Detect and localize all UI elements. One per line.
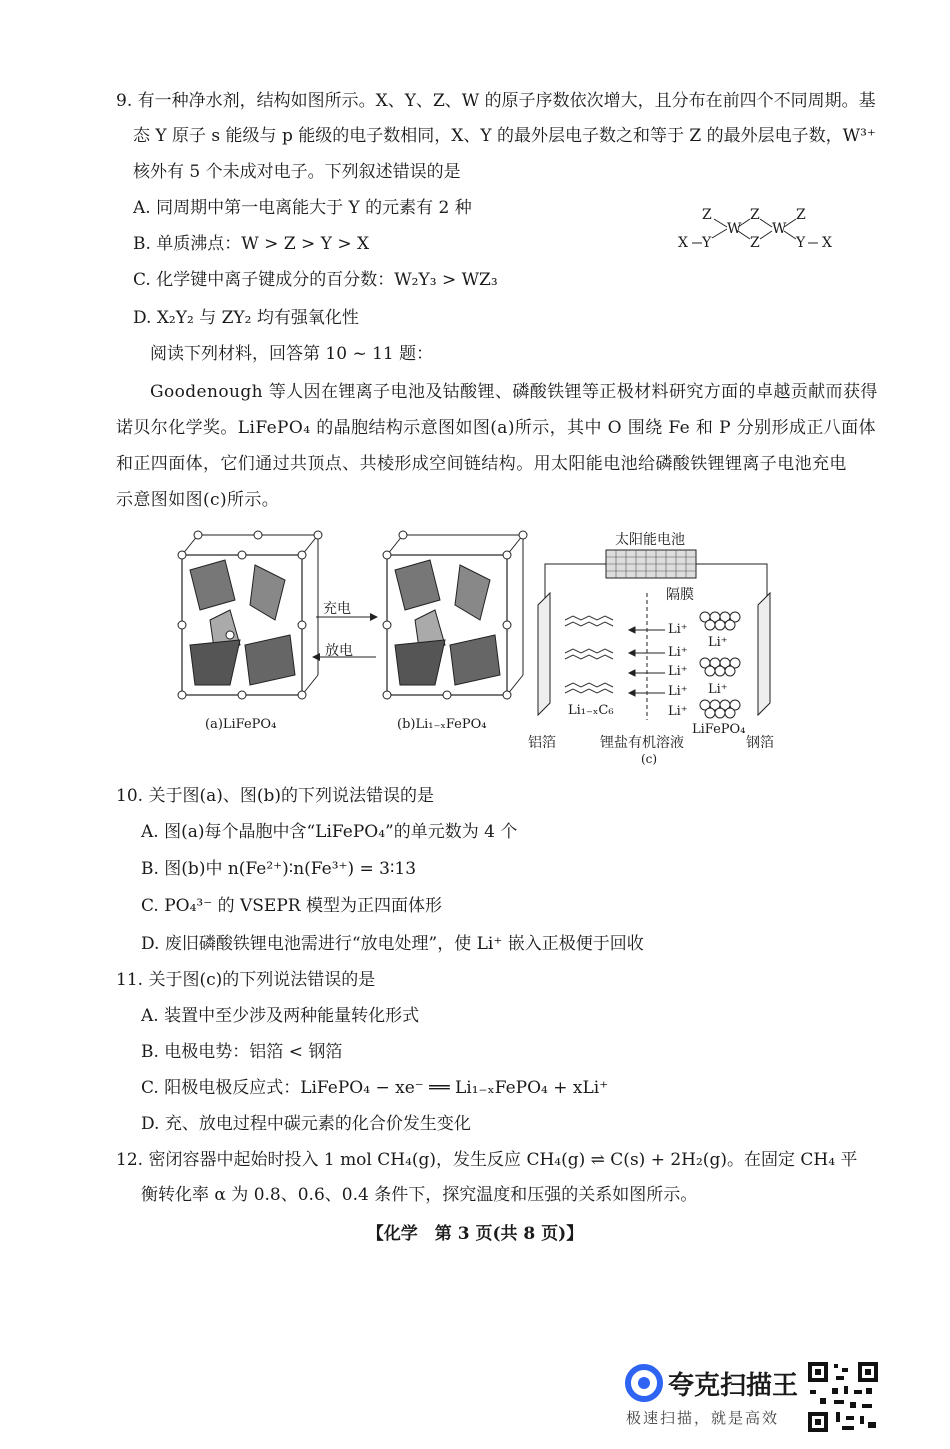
- q11-option-a: A. 装置中至少涉及两种能量转化形式: [141, 1006, 420, 1026]
- material-intro: 阅读下列材料，回答第 10 ~ 11 题：: [150, 344, 434, 364]
- charge-label: 充电: [323, 601, 351, 617]
- q10-option-d: D. 废旧磷酸铁锂电池需进行“放电处理”，使 Li⁺ 嵌入正极便于回收: [141, 934, 644, 954]
- li-ion-label: Li⁺: [708, 682, 728, 697]
- page-footer: 【化学 第 3 页(共 8 页)】: [366, 1224, 584, 1244]
- q10-option-c: C. PO₄³⁻ 的 VSEPR 模型为正四面体形: [141, 896, 442, 916]
- figure-a-caption: (a)LiFePO₄: [205, 717, 277, 732]
- quark-logo-icon: [624, 1363, 664, 1403]
- q9-option-a: A. 同周期中第一电离能大于 Y 的元素有 2 种: [133, 198, 472, 218]
- q9-stem-line1: 9. 有一种净水剂，结构如图所示。X、Y、Z、W 的原子序数依次增大，且分布在前四个不同周期。基: [116, 91, 876, 111]
- figure-c-caption: (c): [641, 752, 658, 766]
- q9-option-b: B. 单质沸点：W > Z > Y > X: [133, 234, 370, 254]
- q11-option-b: B. 电极电势：铝箔 < 钢箔: [141, 1042, 343, 1062]
- q9-stem-line3: 核外有 5 个未成对电子。下列叙述错误的是: [133, 162, 461, 182]
- crystal-cell-b: [383, 531, 527, 699]
- q12-stem-line1: 12. 密闭容器中起始时投入 1 mol CH₄(g)，发生反应 CH₄(g) ⇌ C(s) + 2H₂(g)。在固定 CH₄ 平: [116, 1150, 858, 1170]
- qr-code-icon: [806, 1360, 880, 1434]
- aluminum-foil-label: 铝箔: [528, 735, 556, 751]
- material-para-line4: 示意图如图(c)所示。: [116, 490, 280, 510]
- crystal-cell-a: [178, 531, 322, 699]
- x-atom: X: [822, 235, 832, 251]
- li-c6-label: Li₁₋ₓC₆: [568, 703, 614, 718]
- steel-foil-label: 钢箔: [746, 735, 774, 751]
- x-atom: X: [678, 235, 688, 251]
- q11-stem: 11. 关于图(c)的下列说法错误的是: [116, 970, 376, 990]
- li-ion-label: Li⁺: [668, 684, 688, 699]
- li-ion-label: Li⁺: [668, 622, 688, 637]
- q9-structure-diagram: [672, 205, 842, 255]
- material-para-line3: 和正四面体，它们通过共顶点、共棱形成空间链结构。用太阳能电池给磷酸铁锂锂离子电池充电: [116, 454, 847, 474]
- li-ion-label: Li⁺: [708, 635, 728, 650]
- li-ion-label: Li⁺: [668, 645, 688, 660]
- figure-b-caption: (b)Li₁₋ₓFePO₄: [397, 717, 487, 732]
- li-ion-label: Li⁺: [668, 704, 688, 719]
- app-name: 夸克扫描王: [668, 1371, 799, 1401]
- lifepo4-label: LiFePO₄: [692, 722, 746, 737]
- y-atom: Y: [702, 235, 712, 251]
- z-atom: Z: [702, 207, 712, 223]
- z-atom: Z: [796, 207, 806, 223]
- q11-option-c: C. 阳极电极反应式：LiFePO₄ − xe⁻ ══ Li₁₋ₓFePO₄ + xLi⁺: [141, 1078, 609, 1098]
- q12-stem-line2: 衡转化率 α 为 0.8、0.6、0.4 条件下，探究温度和压强的关系如图所示。: [141, 1185, 698, 1205]
- li-ion-label: Li⁺: [668, 664, 688, 679]
- z-atom: Z: [750, 207, 760, 223]
- q10-stem: 10. 关于图(a)、图(b)的下列说法错误的是: [116, 786, 434, 806]
- app-slogan: 极速扫描，就是高效: [626, 1409, 780, 1427]
- w-atom: W: [772, 221, 787, 237]
- material-para-line1: Goodenough 等人因在锂离子电池及钴酸锂、磷酸铁锂等正极材料研究方面的卓越贡献而获得: [150, 382, 878, 402]
- y-atom: Y: [796, 235, 806, 251]
- material-para-line2: 诺贝尔化学奖。LiFePO₄ 的晶胞结构示意图如图(a)所示，其中 O 围绕 Fe 和 P 分别形成正八面体: [116, 418, 876, 438]
- q9-option-c: C. 化学键中离子键成分的百分数：W₂Y₃ > WZ₃: [133, 270, 498, 290]
- w-atom: W: [727, 221, 742, 237]
- q10-option-b: B. 图(b)中 n(Fe²⁺)∶n(Fe³⁺) = 3∶13: [141, 859, 417, 879]
- q10-option-a: A. 图(a)每个晶胞中含“LiFePO₄”的单元数为 4 个: [141, 822, 518, 842]
- solar-cell-label: 太阳能电池: [615, 532, 685, 548]
- scanner-watermark: [620, 1355, 940, 1440]
- z-atom: Z: [750, 235, 760, 251]
- battery-diagram-c: [538, 550, 770, 720]
- electrolyte-label: 锂盐有机溶液: [600, 735, 684, 751]
- separator-label: 隔膜: [666, 587, 694, 603]
- q9-option-d: D. X₂Y₂ 与 ZY₂ 均有强氧化性: [133, 308, 359, 328]
- q11-option-d: D. 充、放电过程中碳元素的化合价发生变化: [141, 1114, 471, 1134]
- discharge-label: 放电: [325, 643, 353, 659]
- q9-stem-line2: 态 Y 原子 s 能级与 p 能级的电子数相同，X、Y 的最外层电子数之和等于 Z 的最外层电子数，W³⁺: [133, 126, 876, 146]
